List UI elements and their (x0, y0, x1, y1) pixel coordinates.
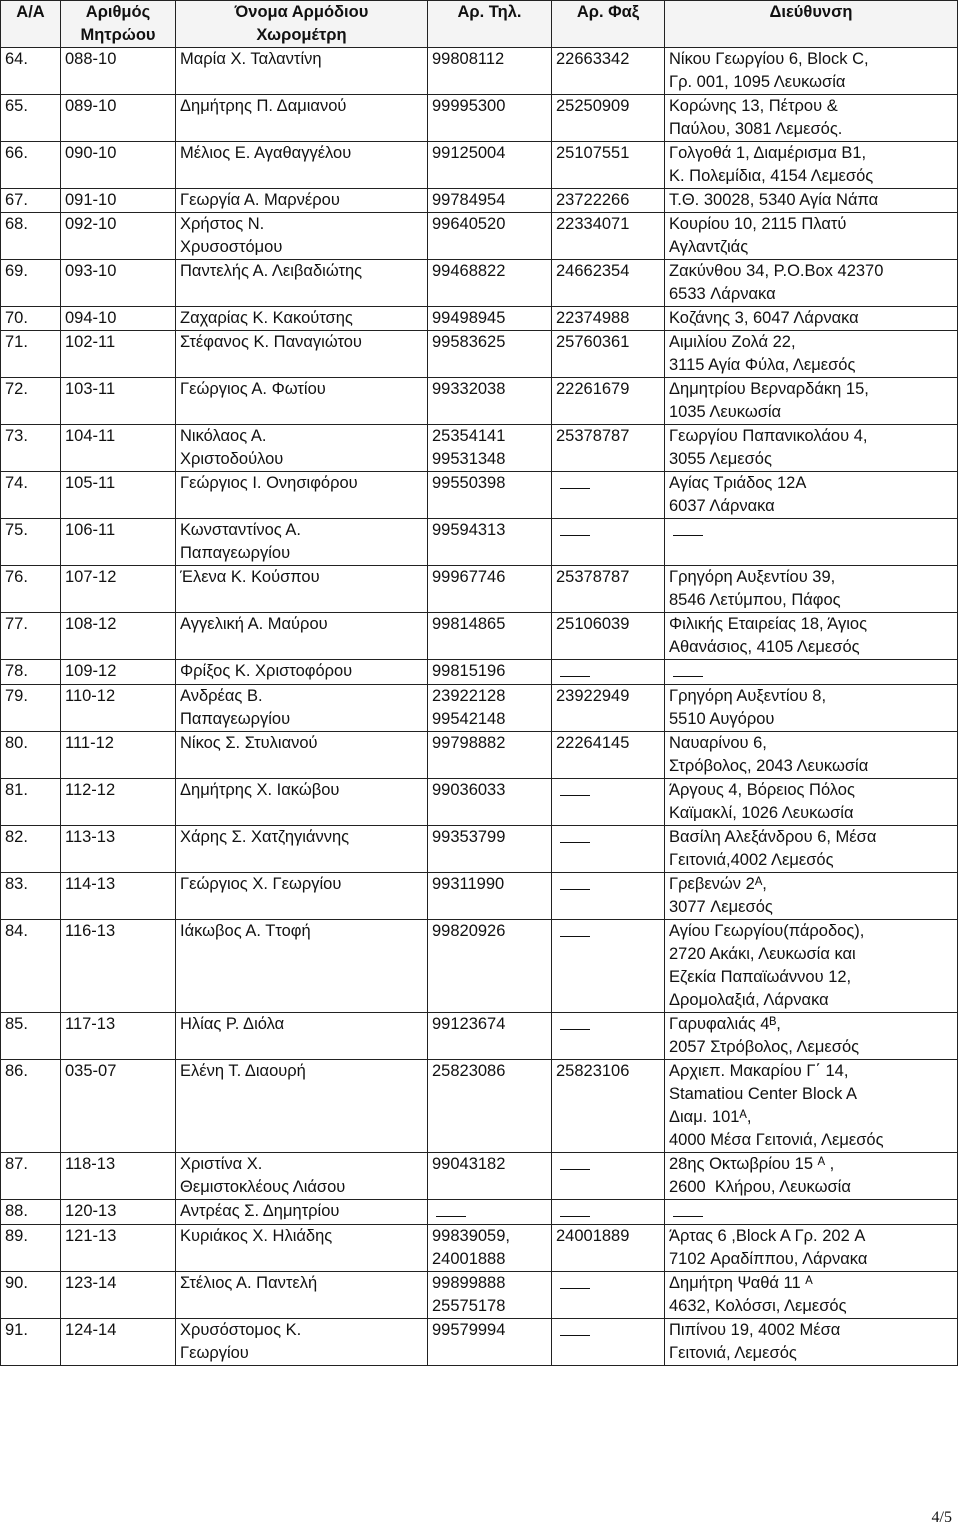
phone: 99550398 (428, 472, 552, 519)
surveyor-name: Ηλίας Ρ. Διόλα (176, 1013, 428, 1060)
table-row (1, 920, 958, 1013)
registry-number: 123-14 (61, 1272, 176, 1319)
empty-dash (560, 472, 590, 489)
empty-dash (560, 779, 590, 796)
address: 28ης Οκτωβρίου 15 ᴬ , 2600 Κλήρου, Λευκωσία (665, 1153, 958, 1200)
surveyor-name: Μαρία Χ. Ταλαντίνη (176, 48, 428, 95)
surveyor-name: Ανδρέας Β. Παπαγεωργίου (176, 685, 428, 732)
address: Κουρίου 10, 2115 Πλατύ Αγλαντζιάς (665, 213, 958, 260)
table-row (1, 1272, 958, 1319)
row-number: 67. (1, 189, 61, 213)
phone: 99332038 (428, 378, 552, 425)
table-row (1, 873, 958, 920)
fax: 24001889 (552, 1225, 665, 1272)
address: Δημήτρη Ψαθά 11 ᴬ 4632, Κολόσσι, Λεμεσός (665, 1272, 958, 1319)
fax: 25250909 (552, 95, 665, 142)
phone: 99808112 (428, 48, 552, 95)
fax (552, 1200, 665, 1225)
address: Γρεβενών 2ᴬ, 3077 Λεμεσός (665, 873, 958, 920)
empty-dash (560, 660, 590, 677)
phone: 99498945 (428, 307, 552, 331)
row-number: 69. (1, 260, 61, 307)
header-phone: Αρ. Τηλ. (428, 1, 552, 48)
phone: 25354141 99531348 (428, 425, 552, 472)
fax: 23722266 (552, 189, 665, 213)
address: Άρτας 6 ,Block A Γρ. 202 A 7102 Αραδίππου, Λάρνακα (665, 1225, 958, 1272)
row-number: 89. (1, 1225, 61, 1272)
row-number: 76. (1, 566, 61, 613)
header-no: Α/Α (1, 1, 61, 48)
empty-dash (560, 920, 590, 937)
registry-number: 109-12 (61, 660, 176, 685)
phone: 23922128 99542148 (428, 685, 552, 732)
table-row (1, 1200, 958, 1225)
surveyor-name: Αντρέας Σ. Δημητρίου (176, 1200, 428, 1225)
fax: 22264145 (552, 732, 665, 779)
table-row (1, 95, 958, 142)
empty-dash (560, 1319, 590, 1336)
registry-number: 094-10 (61, 307, 176, 331)
surveyor-name: Μέλιος Ε. Αγαθαγγέλου (176, 142, 428, 189)
row-number: 85. (1, 1013, 61, 1060)
phone: 99125004 (428, 142, 552, 189)
registry-number: 035-07 (61, 1060, 176, 1153)
phone: 99043182 (428, 1153, 552, 1200)
row-number: 73. (1, 425, 61, 472)
surveyor-name: Φρίξος Κ. Χριστοφόρου (176, 660, 428, 685)
fax: 25106039 (552, 613, 665, 660)
fax: 25378787 (552, 566, 665, 613)
row-number: 78. (1, 660, 61, 685)
table-row (1, 566, 958, 613)
surveyor-name: Νικόλαος Α. Χριστοδούλου (176, 425, 428, 472)
phone: 99815196 (428, 660, 552, 685)
row-number: 79. (1, 685, 61, 732)
row-number: 74. (1, 472, 61, 519)
phone: 99353799 (428, 826, 552, 873)
phone: 99839059, 24001888 (428, 1225, 552, 1272)
address: Νίκου Γεωργίου 6, Block C, Γρ. 001, 1095 Λευκωσία (665, 48, 958, 95)
empty-dash (673, 519, 703, 536)
fax (552, 660, 665, 685)
surveyor-name: Χρήστος Ν. Χρυσοστόμου (176, 213, 428, 260)
header-surveyor-name: Όνομα Αρμόδιου Χωρομέτρη (176, 1, 428, 48)
registry-number: 090-10 (61, 142, 176, 189)
row-number: 72. (1, 378, 61, 425)
row-number: 64. (1, 48, 61, 95)
empty-dash (560, 873, 590, 890)
fax (552, 1153, 665, 1200)
phone: 99579994 (428, 1319, 552, 1366)
address: Αρχιεπ. Μακαρίου Γ΄ 14, Stamatiou Center Block A Διαμ. 101ᴬ, 4000 Μέσα Γειτονιά, Λεμεσός (665, 1060, 958, 1153)
surveyor-name: Δημήτρης Χ. Ιακώβου (176, 779, 428, 826)
address: Τ.Θ. 30028, 5340 Αγία Νάπα (665, 189, 958, 213)
surveyor-name: Έλενα Κ. Κούσπου (176, 566, 428, 613)
registry-number: 110-12 (61, 685, 176, 732)
fax (552, 873, 665, 920)
phone: 99036033 (428, 779, 552, 826)
registry-number: 124-14 (61, 1319, 176, 1366)
registry-number: 105-11 (61, 472, 176, 519)
empty-dash (560, 826, 590, 843)
row-number: 71. (1, 331, 61, 378)
row-number: 66. (1, 142, 61, 189)
surveyor-name: Γεώργιος Ι. Ονησιφόρου (176, 472, 428, 519)
fax: 23922949 (552, 685, 665, 732)
surveyor-name: Ιάκωβος Α. Ττοφή (176, 920, 428, 1013)
fax: 24662354 (552, 260, 665, 307)
table-row (1, 1153, 958, 1200)
empty-dash (436, 1200, 466, 1217)
surveyor-name: Κωνσταντίνος Α. Παπαγεωργίου (176, 519, 428, 566)
fax: 25760361 (552, 331, 665, 378)
address: Γρηγόρη Αυξεντίου 39, 8546 Λετύμπου, Πάφος (665, 566, 958, 613)
registry-number: 102-11 (61, 331, 176, 378)
fax: 22334071 (552, 213, 665, 260)
registry-number: 108-12 (61, 613, 176, 660)
phone: 99468822 (428, 260, 552, 307)
registry-number: 113-13 (61, 826, 176, 873)
fax (552, 1272, 665, 1319)
header-registry: Αριθμός Μητρώου (61, 1, 176, 48)
row-number: 91. (1, 1319, 61, 1366)
registry-number: 106-11 (61, 519, 176, 566)
phone: 99640520 (428, 213, 552, 260)
address: Φιλικής Εταιρείας 18, Άγιος Αθανάσιος, 4105 Λεμεσός (665, 613, 958, 660)
address (665, 1200, 958, 1225)
fax (552, 1319, 665, 1366)
empty-dash (560, 1200, 590, 1217)
fax: 22261679 (552, 378, 665, 425)
registry-number: 093-10 (61, 260, 176, 307)
registry-number: 103-11 (61, 378, 176, 425)
surveyor-name: Χάρης Σ. Χατζηγιάννης (176, 826, 428, 873)
table-row (1, 732, 958, 779)
table-row (1, 142, 958, 189)
table-header-row (1, 1, 958, 48)
registry-number: 111-12 (61, 732, 176, 779)
surveyor-name: Παντελής Α. Λειβαδιώτης (176, 260, 428, 307)
table-row (1, 1225, 958, 1272)
fax: 25823106 (552, 1060, 665, 1153)
table-row (1, 472, 958, 519)
empty-dash (673, 1200, 703, 1217)
address: Κορώνης 13, Πέτρου & Παύλου, 3081 Λεμεσός. (665, 95, 958, 142)
table-row (1, 307, 958, 331)
address: Πιπίνου 19, 4002 Μέσα Γειτονιά, Λεμεσός (665, 1319, 958, 1366)
address: Γολγοθά 1, Διαμέρισμα Β1, Κ. Πολεμίδια, 4154 Λεμεσός (665, 142, 958, 189)
fax (552, 826, 665, 873)
row-number: 90. (1, 1272, 61, 1319)
address: Ναυαρίνου 6, Στρόβολος, 2043 Λευκωσία (665, 732, 958, 779)
table-row (1, 425, 958, 472)
row-number: 75. (1, 519, 61, 566)
phone: 99967746 (428, 566, 552, 613)
row-number: 87. (1, 1153, 61, 1200)
table-row (1, 1013, 958, 1060)
surveyor-name: Δημήτρης Π. Δαμιανού (176, 95, 428, 142)
address: Βασίλη Αλεξάνδρου 6, Μέσα Γειτονιά,4002 Λεμεσός (665, 826, 958, 873)
registry-number: 091-10 (61, 189, 176, 213)
registry-number: 088-10 (61, 48, 176, 95)
address: Γαρυφαλιάς 4ᴮ, 2057 Στρόβολος, Λεμεσός (665, 1013, 958, 1060)
row-number: 88. (1, 1200, 61, 1225)
registry-number: 120-13 (61, 1200, 176, 1225)
fax: 22663342 (552, 48, 665, 95)
table-row (1, 213, 958, 260)
surveyor-name: Γεώργιος Α. Φωτίου (176, 378, 428, 425)
registry-number: 117-13 (61, 1013, 176, 1060)
header-fax: Αρ. Φαξ (552, 1, 665, 48)
phone: 99123674 (428, 1013, 552, 1060)
address (665, 519, 958, 566)
page-number: 4/5 (931, 1509, 952, 1526)
surveyor-name: Χριστίνα Χ. Θεμιστοκλέους Λιάσου (176, 1153, 428, 1200)
registry-number: 112-12 (61, 779, 176, 826)
table-row (1, 378, 958, 425)
surveyor-name: Χρυσόστομος Κ. Γεωργίου (176, 1319, 428, 1366)
row-number: 65. (1, 95, 61, 142)
fax (552, 472, 665, 519)
phone: 99311990 (428, 873, 552, 920)
address: Αγίας Τριάδος 12Α 6037 Λάρνακα (665, 472, 958, 519)
registry-number: 114-13 (61, 873, 176, 920)
registry-number: 104-11 (61, 425, 176, 472)
fax: 25378787 (552, 425, 665, 472)
surveyor-name: Νίκος Σ. Στυλιανού (176, 732, 428, 779)
table-row (1, 260, 958, 307)
fax (552, 779, 665, 826)
phone: 99784954 (428, 189, 552, 213)
phone (428, 1200, 552, 1225)
row-number: 86. (1, 1060, 61, 1153)
address: Αγίου Γεωργίου(πάροδος), 2720 Ακάκι, Λευκωσία και Εζεκία Παπαϊωάννου 12, Δρομολαξιά, Λάρνακα (665, 920, 958, 1013)
table-row (1, 519, 958, 566)
surveyor-name: Κυριάκος Χ. Ηλιάδης (176, 1225, 428, 1272)
phone: 99814865 (428, 613, 552, 660)
registry-number: 118-13 (61, 1153, 176, 1200)
registry-number: 092-10 (61, 213, 176, 260)
surveyor-name: Ελένη Τ. Διαουρή (176, 1060, 428, 1153)
table-row (1, 189, 958, 213)
table-row (1, 685, 958, 732)
row-number: 84. (1, 920, 61, 1013)
address: Γεωργίου Παπανικολάου 4, 3055 Λεμεσός (665, 425, 958, 472)
table-row (1, 660, 958, 685)
row-number: 68. (1, 213, 61, 260)
surveyor-name: Αγγελική Α. Μαύρου (176, 613, 428, 660)
fax (552, 920, 665, 1013)
surveyor-name: Στέλιος Α. Παντελή (176, 1272, 428, 1319)
registry-number: 121-13 (61, 1225, 176, 1272)
surveyor-name: Γεωργία Α. Μαρνέρου (176, 189, 428, 213)
phone: 99583625 (428, 331, 552, 378)
phone: 99798882 (428, 732, 552, 779)
address: Γρηγόρη Αυξεντίου 8, 5510 Αυγόρου (665, 685, 958, 732)
surveyor-name: Στέφανος Κ. Παναγιώτου (176, 331, 428, 378)
phone: 99899888 25575178 (428, 1272, 552, 1319)
table-row (1, 613, 958, 660)
row-number: 80. (1, 732, 61, 779)
table-row (1, 779, 958, 826)
empty-dash (673, 660, 703, 677)
registry-number: 116-13 (61, 920, 176, 1013)
fax: 22374988 (552, 307, 665, 331)
address: Κοζάνης 3, 6047 Λάρνακα (665, 307, 958, 331)
header-address: Διεύθυνση (665, 1, 958, 48)
table-row (1, 826, 958, 873)
fax: 25107551 (552, 142, 665, 189)
row-number: 70. (1, 307, 61, 331)
row-number: 81. (1, 779, 61, 826)
address: Δημητρίου Βερναρδάκη 15, 1035 Λευκωσία (665, 378, 958, 425)
surveyor-name: Γεώργιος Χ. Γεωργίου (176, 873, 428, 920)
fax (552, 1013, 665, 1060)
empty-dash (560, 519, 590, 536)
row-number: 77. (1, 613, 61, 660)
table-row (1, 1319, 958, 1366)
registry-number: 089-10 (61, 95, 176, 142)
phone: 99820926 (428, 920, 552, 1013)
empty-dash (560, 1013, 590, 1030)
row-number: 82. (1, 826, 61, 873)
registry-number: 107-12 (61, 566, 176, 613)
surveyor-name: Ζαχαρίας Κ. Κακούτσης (176, 307, 428, 331)
table-row (1, 331, 958, 378)
address: Άργους 4, Βόρειος Πόλος Καϊμακλί, 1026 Λευκωσία (665, 779, 958, 826)
fax (552, 519, 665, 566)
phone: 99995300 (428, 95, 552, 142)
phone: 99594313 (428, 519, 552, 566)
table-row (1, 1060, 958, 1153)
table-row (1, 48, 958, 95)
phone: 25823086 (428, 1060, 552, 1153)
address: Ζακύνθου 34, P.O.Box 42370 6533 Λάρνακα (665, 260, 958, 307)
row-number: 83. (1, 873, 61, 920)
address (665, 660, 958, 685)
address: Αιμιλίου Ζολά 22, 3115 Αγία Φύλα, Λεμεσός (665, 331, 958, 378)
empty-dash (560, 1272, 590, 1289)
empty-dash (560, 1153, 590, 1170)
